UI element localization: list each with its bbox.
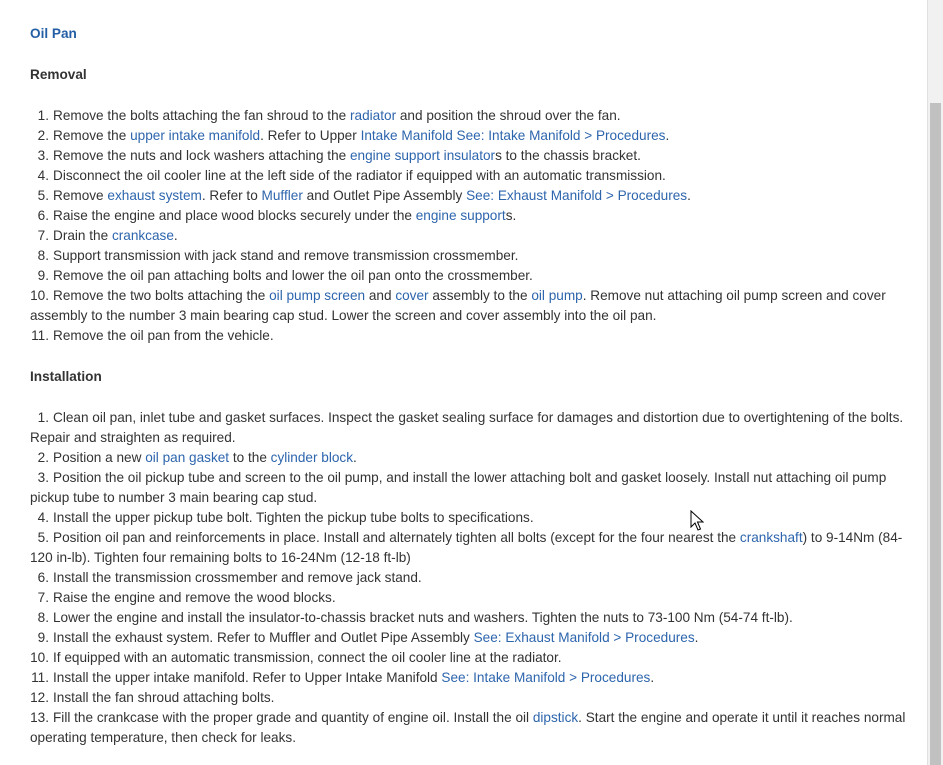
step-text: Position a new [53,450,146,465]
installation-step [30,568,910,588]
reference-link[interactable]: cover [395,288,429,303]
removal-step [30,326,910,346]
installation-step [30,448,910,468]
step-text: Raise the engine and remove the wood blocks. [53,590,336,605]
reference-link[interactable]: Intake Manifold See: Intake Manifold > Procedures [360,128,666,143]
step-text: Remove [53,188,108,203]
article-content [30,24,910,748]
reference-link[interactable]: oil pump screen [269,288,366,303]
removal-step [30,126,910,146]
step-text: . Start the engine and operate it until it reaches normal operating temperature, then check for leaks. [30,710,906,745]
reference-link[interactable]: oil pan gasket [145,450,230,465]
step-text: Remove the bolts attaching the fan shroud to the [53,108,350,123]
installation-step [30,508,910,528]
step-text: Fill the crankcase with the proper grade and quantity of engine oil. Install the oil [53,710,533,725]
step-text: Remove the [53,128,131,143]
step-number: 5. [37,188,49,203]
reference-link[interactable]: upper intake manifold [130,128,261,143]
step-text: Install the transmission crossmember and remove jack stand. [53,570,422,585]
removal-steps-list [30,106,910,346]
step-number: 1. [37,108,49,123]
step-number: 6. [37,208,49,223]
step-number: 11. [31,328,49,343]
reference-link[interactable]: dipstick [532,710,579,725]
step-text: Install the fan shroud attaching bolts. [53,690,275,705]
installation-step [30,588,910,608]
step-number: 10. [30,288,49,303]
step-text: . Remove nut attaching oil pump screen and cover assembly to the number 3 main bearing cap stud. Lower the screen and cover assembly into the oil pan. [30,288,886,323]
installation-step [30,648,910,668]
step-number: 4. [37,168,49,183]
step-text: Install the exhaust system. Refer to Muffler and Outlet Pipe Assembly [53,630,474,645]
reference-link[interactable]: engine support insulator [349,148,496,163]
step-number: 12. [30,690,49,705]
installation-step [30,688,910,708]
step-text: Remove the oil pan from the vehicle. [53,328,274,343]
vertical-scrollbar[interactable] [927,0,943,765]
installation-step [30,608,910,628]
installation-step [30,708,910,748]
step-text: . [665,128,670,143]
step-text: If equipped with an automatic transmission, connect the oil cooler line at the radiator. [53,650,562,665]
page-title: Oil Pan [30,26,77,41]
step-text: Remove the oil pan attaching bolts and lower the oil pan onto the crossmember. [53,268,533,283]
reference-link[interactable]: Muffler [261,188,303,203]
removal-step [30,166,910,186]
reference-link[interactable]: exhaust system [107,188,202,203]
reference-link[interactable]: oil pump [531,288,583,303]
reference-link[interactable]: cylinder block [270,450,354,465]
removal-step [30,226,910,246]
step-number: 1. [37,410,49,425]
step-text: Remove the two bolts attaching the [53,288,270,303]
step-text: . [173,228,178,243]
scrollbar-thumb[interactable] [930,103,941,765]
step-text: Remove the nuts and lock washers attaching the [53,148,350,163]
removal-step [30,206,910,226]
reference-link[interactable]: crankshaft [739,530,803,545]
step-number: 4. [37,510,49,525]
removal-step [30,186,910,206]
installation-step [30,628,910,648]
step-text: to the [229,450,271,465]
step-text: . [650,670,655,685]
step-text: . [687,188,691,203]
installation-step [30,468,910,508]
step-number: 13. [30,710,49,725]
step-number: 7. [37,590,49,605]
step-number: 2. [37,128,49,143]
step-text: and [365,288,396,303]
step-number: 2. [37,450,49,465]
reference-link[interactable]: See: Intake Manifold > Procedures [441,670,651,685]
step-number: 7. [37,228,49,243]
step-text: Clean oil pan, inlet tube and gasket surfaces. Inspect the gasket sealing surface for damages and distortion due to overtightening of the bolts. Repair and straighten as required. [30,410,904,445]
removal-step [30,106,910,126]
step-text: assembly to the [428,288,532,303]
step-number: 8. [37,248,49,263]
step-text: . [694,630,699,645]
installation-step [30,408,910,448]
installation-step [30,668,910,688]
step-number: 3. [37,148,49,163]
step-number: 5. [37,530,49,545]
installation-step [30,528,910,568]
step-text: Install the upper pickup tube bolt. Tighten the pickup tube bolts to specifications. [53,510,534,525]
reference-link[interactable]: See: Exhaust Manifold > Procedures [466,188,688,203]
step-text: s. [505,208,517,223]
step-text: ) to 9-14Nm (84-120 in-lb). Tighten four remaining bolts to 16-24Nm (12-18 ft-lb) [30,530,903,565]
step-text: Lower the engine and install the insulator-to-chassis bracket nuts and washers. Tighten the nuts to 73-100 Nm (54-74 ft-lb). [53,610,793,625]
removal-step [30,146,910,166]
step-text: Position oil pan and reinforcements in place. Install and alternately tighten all bolts (except for the four nearest the [53,530,740,545]
reference-link[interactable]: See: Exhaust Manifold > Procedures [473,630,695,645]
step-text: and Outlet Pipe Assembly [302,188,467,203]
installation-steps-list [30,408,910,748]
step-text: s to the chassis bracket. [495,148,641,163]
mouse-pointer-icon [690,510,704,532]
step-number: 11. [31,670,49,685]
removal-step [30,286,910,326]
step-text: Support transmission with jack stand and remove transmission crossmember. [53,248,519,263]
reference-link[interactable]: engine support [415,208,506,223]
step-number: 10. [30,650,49,665]
step-text: . Refer to [201,188,262,203]
step-text: Install the upper intake manifold. Refer to Upper Intake Manifold [53,670,442,685]
step-number: 9. [37,268,49,283]
step-text: and position the shroud over the fan. [396,108,621,123]
installation-heading: Installation [30,369,102,384]
step-text: Position the oil pickup tube and screen to the oil pump, and install the lower attaching bolt and gasket loosely. Install nut attaching oil pump pickup tube to number 3 main bearing cap stud. [30,470,887,505]
step-text: . [353,450,357,465]
removal-step [30,266,910,286]
step-number: 6. [37,570,49,585]
removal-step [30,246,910,266]
reference-link[interactable]: radiator [350,108,397,123]
step-number: 8. [37,610,49,625]
removal-heading: Removal [30,67,87,82]
reference-link[interactable]: crankcase [111,228,174,243]
step-text: Disconnect the oil cooler line at the left side of the radiator if equipped with an automatic transmission. [53,168,666,183]
step-text: Raise the engine and place wood blocks securely under the [53,208,416,223]
step-text: . Refer to Upper [260,128,361,143]
step-number: 9. [37,630,49,645]
step-number: 3. [37,470,49,485]
step-text: Drain the [53,228,112,243]
